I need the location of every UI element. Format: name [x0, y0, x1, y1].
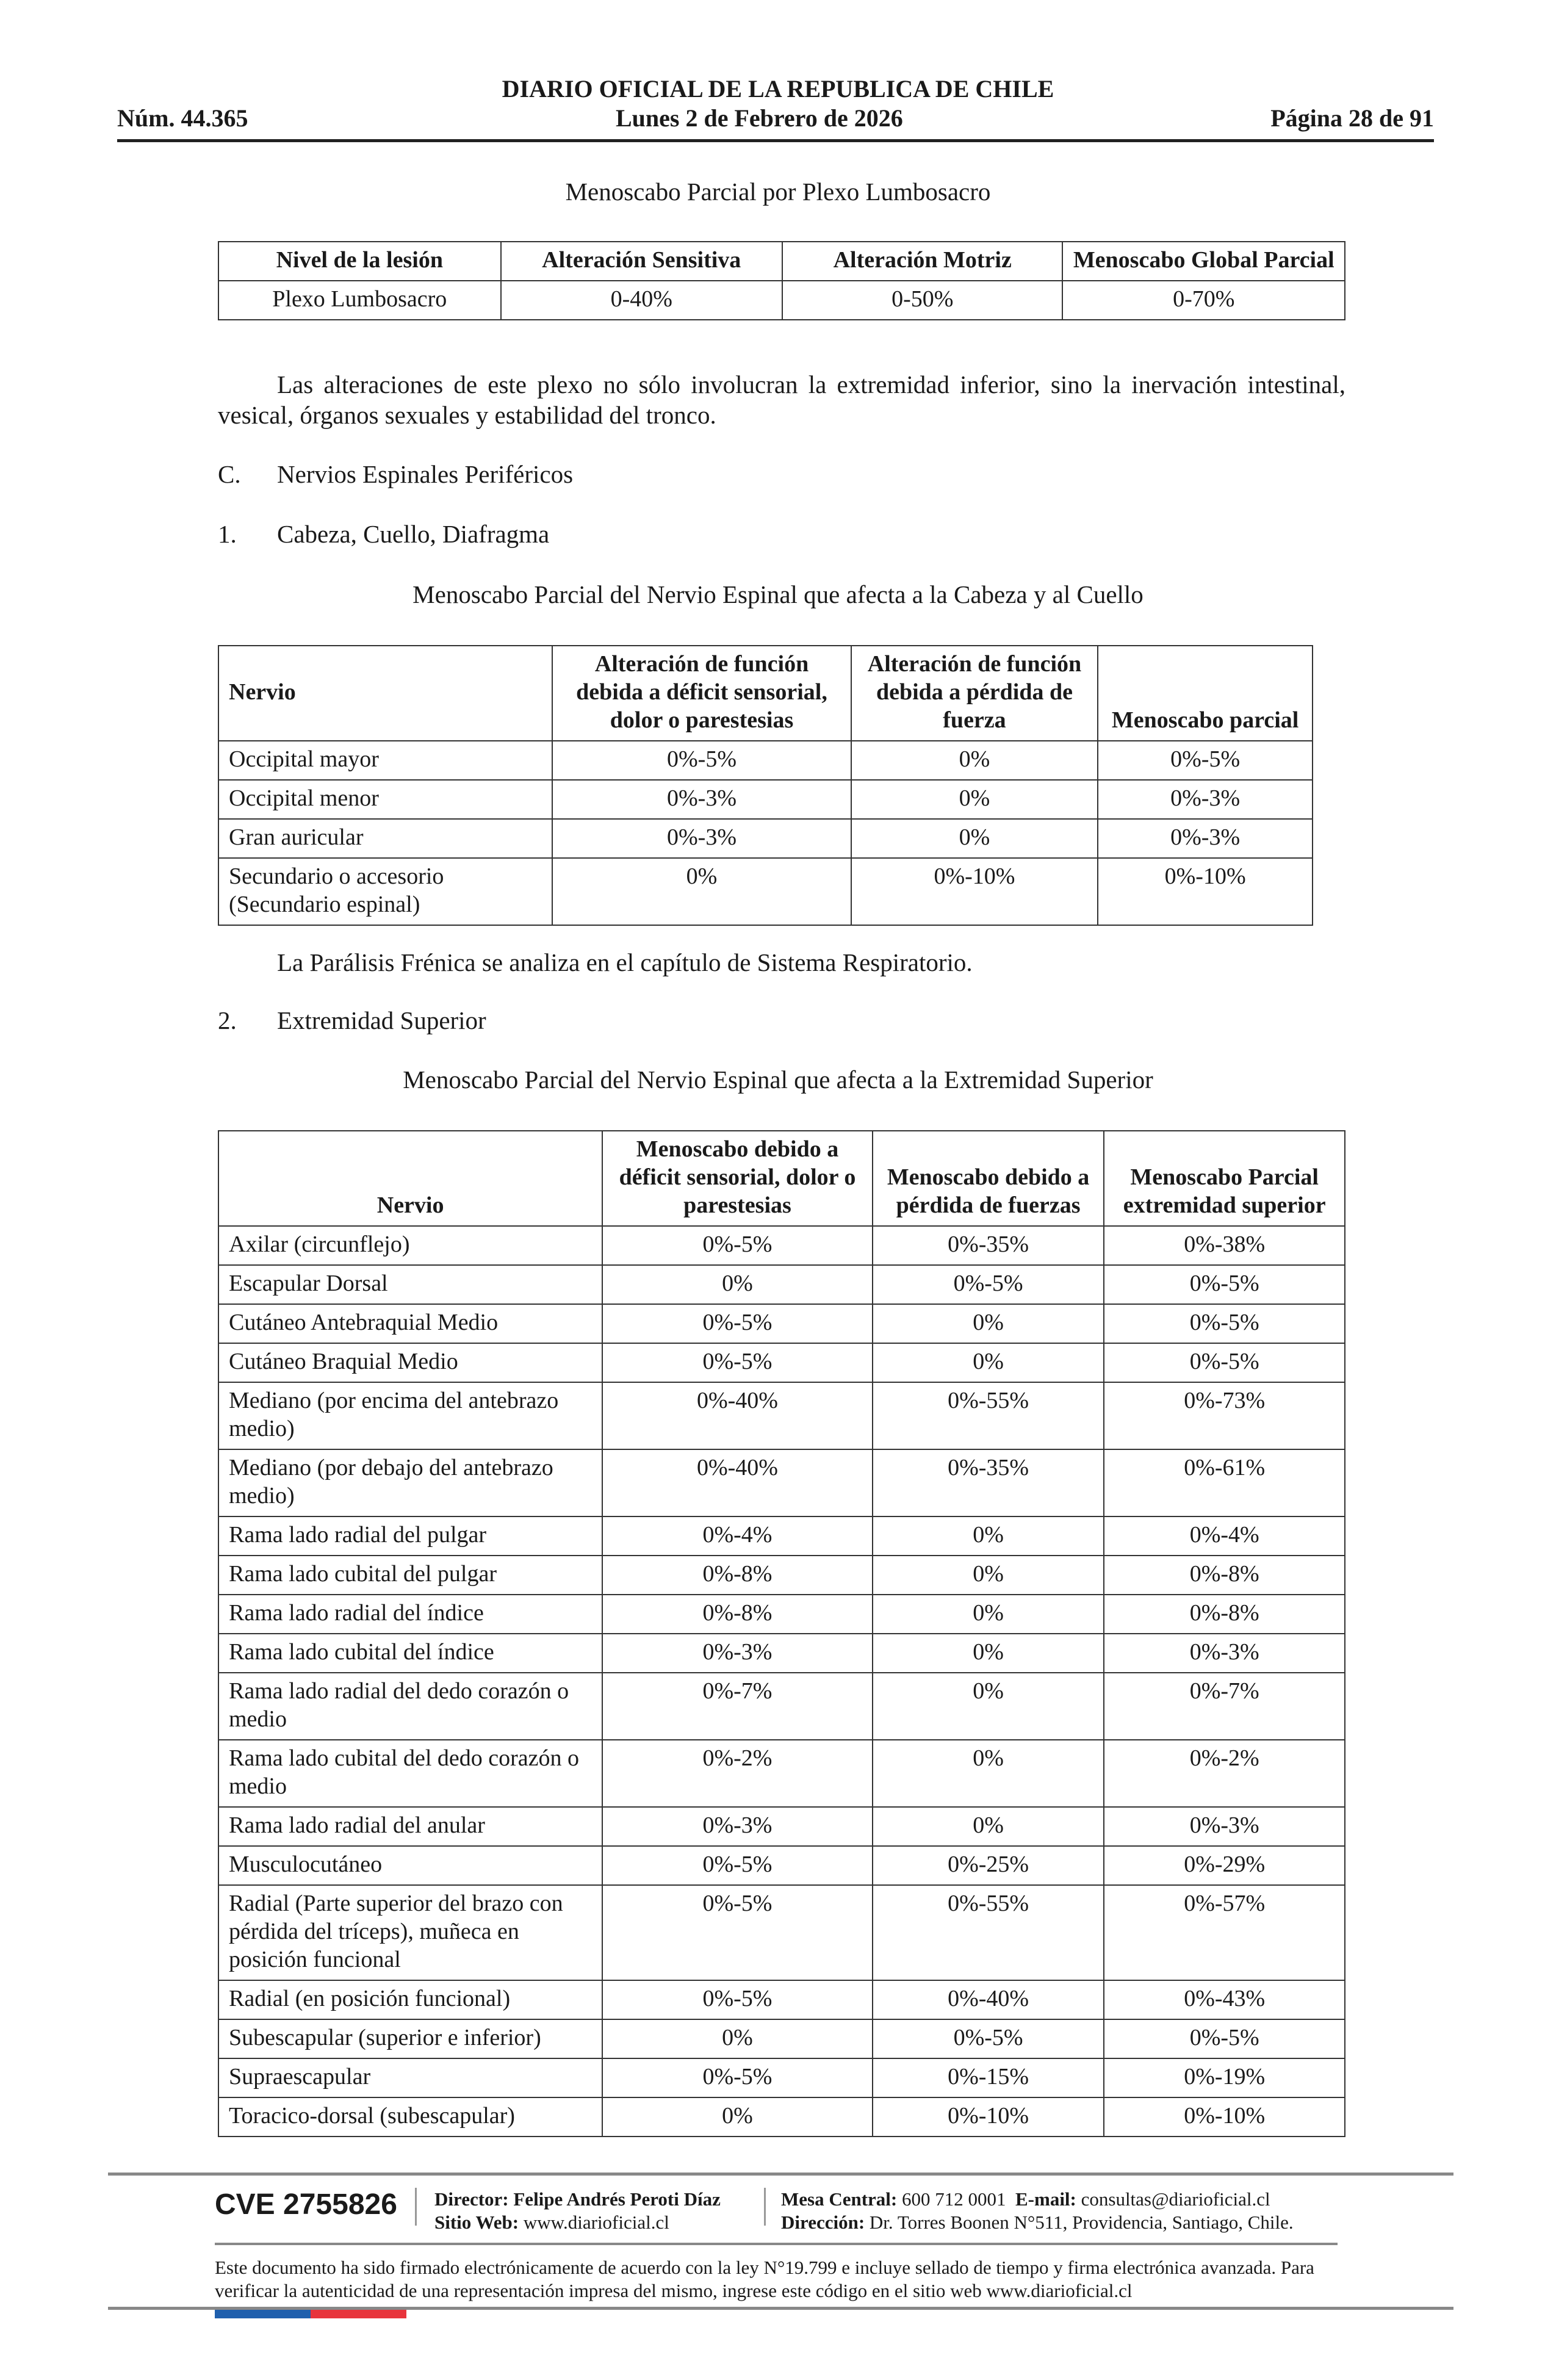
- value-cell: 0%-15%: [873, 2058, 1104, 2097]
- value-cell: 0%-7%: [1104, 1673, 1345, 1740]
- section-number: 2.: [218, 1006, 237, 1034]
- value-cell: 0%-3%: [1104, 1634, 1345, 1673]
- value-cell: 0%-5%: [602, 1980, 873, 2019]
- section-title: Cabeza, Cuello, Diafragma: [277, 520, 550, 548]
- value-cell: 0%: [602, 1265, 873, 1304]
- value-cell: 0%-5%: [873, 2019, 1104, 2058]
- value-cell: 0%: [873, 1343, 1104, 1382]
- value-cell: 0-70%: [1062, 281, 1345, 320]
- column-header: Alteración Motriz: [782, 242, 1062, 281]
- value-cell: 0%-57%: [1104, 1885, 1345, 1980]
- label: Dirección:: [781, 2212, 865, 2233]
- value-cell: 0%-5%: [602, 1226, 873, 1265]
- nerve-name-cell: Rama lado cubital del pulgar: [218, 1556, 602, 1595]
- value-cell: 0%: [873, 1807, 1104, 1846]
- value-cell: 0%-38%: [1104, 1226, 1345, 1265]
- nerve-name-cell: Rama lado radial del pulgar: [218, 1516, 602, 1556]
- value-cell: 0%: [602, 2097, 873, 2137]
- nerve-name-cell: Secundario o accesorio (Secundario espinal): [218, 858, 552, 925]
- label: E-mail:: [1015, 2188, 1076, 2210]
- email-link[interactable]: consultas@diarioficial.cl: [1081, 2188, 1270, 2210]
- column-header: Nervio: [218, 1131, 602, 1226]
- footer-separator: [764, 2188, 766, 2226]
- paragraph-phrenic: La Parálisis Frénica se analiza en el capítulo de Sistema Respiratorio.: [277, 948, 973, 976]
- value-cell: 0-40%: [501, 281, 782, 320]
- value-cell: 0%-3%: [602, 1807, 873, 1846]
- issue-number: Núm. 44.365: [117, 104, 248, 132]
- nerve-name-cell: Axilar (circunflejo): [218, 1226, 602, 1265]
- value-cell: 0%-29%: [1104, 1846, 1345, 1885]
- value-cell: 0%-5%: [1104, 1265, 1345, 1304]
- value-cell: 0%-5%: [602, 1846, 873, 1885]
- table-row: [218, 1449, 1345, 1516]
- value-cell: 0%-4%: [602, 1516, 873, 1556]
- value-cell: 0%-5%: [602, 1304, 873, 1343]
- footer-director-info: [434, 2188, 721, 2234]
- director-name: Felipe Andrés Peroti Díaz: [513, 2188, 721, 2210]
- label: Director:: [434, 2188, 509, 2210]
- page-number: Página 28 de 91: [1270, 104, 1434, 132]
- table-row: [218, 1304, 1345, 1343]
- value-cell: 0%-25%: [873, 1846, 1104, 1885]
- address: Dr. Torres Boonen N°511, Providencia, Santiago, Chile.: [869, 2212, 1294, 2233]
- value-cell: 0%-35%: [873, 1226, 1104, 1265]
- value-cell: 0%-5%: [602, 2058, 873, 2097]
- nerve-name-cell: Rama lado cubital del dedo corazón o medio: [218, 1740, 602, 1807]
- table-row: [218, 1673, 1345, 1740]
- value-cell: 0%: [873, 1673, 1104, 1740]
- value-cell: 0%-40%: [602, 1382, 873, 1449]
- value-cell: 0%-61%: [1104, 1449, 1345, 1516]
- value-cell: 0%-73%: [1104, 1382, 1345, 1449]
- table-row: [218, 1846, 1345, 1885]
- nerve-name-cell: Plexo Lumbosacro: [218, 281, 501, 320]
- value-cell: 0%-7%: [602, 1673, 873, 1740]
- table-row: [218, 858, 1313, 925]
- value-cell: 0-50%: [782, 281, 1062, 320]
- value-cell: 0%-40%: [873, 1980, 1104, 2019]
- nerve-name-cell: Rama lado radial del índice: [218, 1595, 602, 1634]
- table1-caption: Menoscabo Parcial por Plexo Lumbosacro: [565, 178, 991, 206]
- value-cell: 0%-35%: [873, 1449, 1104, 1516]
- column-header: Menoscabo Global Parcial: [1062, 242, 1345, 281]
- nerve-name-cell: Radial (en posición funcional): [218, 1980, 602, 2019]
- column-header: Nervio: [218, 646, 552, 741]
- table-row: [218, 281, 1345, 320]
- value-cell: 0%-3%: [1098, 780, 1313, 819]
- table-header-row: [218, 242, 1345, 281]
- table-row: [218, 2058, 1345, 2097]
- table-row: [218, 1382, 1345, 1449]
- value-cell: 0%-8%: [602, 1556, 873, 1595]
- table-row: [218, 1226, 1345, 1265]
- value-cell: 0%-10%: [1098, 858, 1313, 925]
- nerve-name-cell: Radial (Parte superior del brazo con pérdida del tríceps), muñeca en posición funcional: [218, 1885, 602, 1980]
- nerve-name-cell: Subescapular (superior e inferior): [218, 2019, 602, 2058]
- value-cell: 0%-3%: [552, 780, 851, 819]
- table-row: [218, 1807, 1345, 1846]
- value-cell: 0%: [873, 1556, 1104, 1595]
- issue-date: Lunes 2 de Febrero de 2026: [615, 104, 903, 132]
- website-link[interactable]: www.diarioficial.cl: [523, 2212, 669, 2233]
- table2-caption: Menoscabo Parcial del Nervio Espinal que afecta a la Cabeza y al Cuello: [412, 580, 1144, 608]
- column-header: Alteración de función debida a pérdida de fuerza: [851, 646, 1098, 741]
- column-header: Alteración de función debida a déficit sensorial, dolor o parestesias: [552, 646, 851, 741]
- cve-code: CVE 2755826: [215, 2188, 397, 2221]
- nerve-name-cell: Mediano (por encima del antebrazo medio): [218, 1382, 602, 1449]
- label: Sitio Web:: [434, 2212, 519, 2233]
- upper-limb-nerve-table: [218, 1130, 1345, 2137]
- value-cell: 0%: [851, 780, 1098, 819]
- table-row: [218, 1885, 1345, 1980]
- nerve-name-cell: Occipital mayor: [218, 741, 552, 780]
- value-cell: 0%-3%: [552, 819, 851, 858]
- signature-notice: Este documento ha sido firmado electrónicamente de acuerdo con la ley N°19.799 e incluye sellado de tiempo y firma electrónica avanzada. Para verificar la autenticidad de una representación impresa del mismo, ingrese este código en el sitio web www.diarioficial.cl: [215, 2257, 1314, 2301]
- head-neck-nerve-table: [218, 645, 1313, 926]
- column-header: Menoscabo debido a pérdida de fuerzas: [873, 1131, 1104, 1226]
- column-header: Menoscabo Parcial extremidad superior: [1104, 1131, 1345, 1226]
- flag-red-stripe: [311, 2310, 406, 2318]
- column-header: Nivel de la lesión: [218, 242, 501, 281]
- value-cell: 0%-55%: [873, 1885, 1104, 1980]
- section-number: C.: [218, 460, 241, 488]
- section-number: 1.: [218, 520, 237, 548]
- label: Mesa Central:: [781, 2188, 898, 2210]
- value-cell: 0%-5%: [1098, 741, 1313, 780]
- value-cell: 0%-5%: [1104, 1343, 1345, 1382]
- nerve-name-cell: Cutáneo Antebraquial Medio: [218, 1304, 602, 1343]
- table-row: [218, 1516, 1345, 1556]
- table-row: [218, 1595, 1345, 1634]
- value-cell: 0%-8%: [1104, 1595, 1345, 1634]
- nerve-name-cell: Rama lado cubital del índice: [218, 1634, 602, 1673]
- footer-contact-info: [781, 2188, 1294, 2234]
- phone: 600 712 0001: [902, 2188, 1006, 2210]
- nerve-name-cell: Cutáneo Braquial Medio: [218, 1343, 602, 1382]
- table-row: [218, 2097, 1345, 2137]
- nerve-name-cell: Musculocutáneo: [218, 1846, 602, 1885]
- nerve-name-cell: Occipital menor: [218, 780, 552, 819]
- value-cell: 0%: [873, 1595, 1104, 1634]
- nerve-name-cell: Mediano (por debajo del antebrazo medio): [218, 1449, 602, 1516]
- value-cell: 0%-10%: [1104, 2097, 1345, 2137]
- table-row: [218, 1980, 1345, 2019]
- value-cell: 0%-10%: [873, 2097, 1104, 2137]
- nerve-name-cell: Rama lado radial del dedo corazón o medio: [218, 1673, 602, 1740]
- flag-blue-stripe: [215, 2310, 311, 2318]
- nerve-name-cell: Escapular Dorsal: [218, 1265, 602, 1304]
- section-title: Nervios Espinales Periféricos: [277, 460, 574, 488]
- table-row: [218, 819, 1313, 858]
- footer-divider: [215, 2243, 1338, 2245]
- value-cell: 0%-55%: [873, 1382, 1104, 1449]
- value-cell: 0%: [873, 1634, 1104, 1673]
- table-header-row: [218, 646, 1313, 741]
- table-header-row: [218, 1131, 1345, 1226]
- value-cell: 0%-5%: [552, 741, 851, 780]
- value-cell: 0%-2%: [1104, 1740, 1345, 1807]
- column-header: Alteración Sensitiva: [501, 242, 782, 281]
- section-2-heading: [218, 1005, 486, 1036]
- value-cell: 0%-2%: [602, 1740, 873, 1807]
- value-cell: 0%: [873, 1304, 1104, 1343]
- nerve-name-cell: Supraescapular: [218, 2058, 602, 2097]
- lumbosacral-table: [218, 241, 1345, 320]
- nerve-name-cell: Rama lado radial del anular: [218, 1807, 602, 1846]
- value-cell: 0%-43%: [1104, 1980, 1345, 2019]
- value-cell: 0%-19%: [1104, 2058, 1345, 2097]
- value-cell: 0%-3%: [1098, 819, 1313, 858]
- newspaper-title: DIARIO OFICIAL DE LA REPUBLICA DE CHILE: [502, 75, 1054, 103]
- value-cell: 0%-5%: [602, 1343, 873, 1382]
- table-row: [218, 1634, 1345, 1673]
- value-cell: 0%-5%: [1104, 2019, 1345, 2058]
- column-header: Menoscabo parcial: [1098, 646, 1313, 741]
- table-row: [218, 780, 1313, 819]
- value-cell: 0%: [602, 2019, 873, 2058]
- paragraph-lumbosacral: Las alteraciones de este plexo no sólo involucran la extremidad inferior, sino la inervación intestinal, vesical, órganos sexuales y estabilidad del tronco.: [218, 370, 1345, 429]
- value-cell: 0%: [873, 1740, 1104, 1807]
- table-row: [218, 2019, 1345, 2058]
- value-cell: 0%-40%: [602, 1449, 873, 1516]
- header-divider: [117, 139, 1434, 142]
- table-row: [218, 741, 1313, 780]
- nerve-name-cell: Toracico-dorsal (subescapular): [218, 2097, 602, 2137]
- value-cell: 0%: [851, 741, 1098, 780]
- table-row: [218, 1343, 1345, 1382]
- column-header: Menoscabo debido a déficit sensorial, dolor o parestesias: [602, 1131, 873, 1226]
- table3-caption: Menoscabo Parcial del Nervio Espinal que afecta a la Extremidad Superior: [403, 1066, 1153, 1094]
- nerve-name-cell: Gran auricular: [218, 819, 552, 858]
- value-cell: 0%-4%: [1104, 1516, 1345, 1556]
- value-cell: 0%-3%: [1104, 1807, 1345, 1846]
- value-cell: 0%: [851, 819, 1098, 858]
- value-cell: 0%-10%: [851, 858, 1098, 925]
- table-row: [218, 1740, 1345, 1807]
- section-c-heading: [218, 459, 573, 489]
- section-1-heading: [218, 519, 549, 549]
- table-row: [218, 1265, 1345, 1304]
- header-row: [117, 104, 1434, 132]
- value-cell: 0%-8%: [1104, 1556, 1345, 1595]
- value-cell: 0%: [873, 1516, 1104, 1556]
- value-cell: 0%-3%: [602, 1634, 873, 1673]
- value-cell: 0%-5%: [873, 1265, 1104, 1304]
- section-title: Extremidad Superior: [277, 1006, 486, 1034]
- footer-divider: [108, 2173, 1453, 2176]
- footer-separator: [415, 2188, 417, 2226]
- table-row: [218, 1556, 1345, 1595]
- value-cell: 0%-5%: [602, 1885, 873, 1980]
- value-cell: 0%: [552, 858, 851, 925]
- value-cell: 0%-8%: [602, 1595, 873, 1634]
- value-cell: 0%-5%: [1104, 1304, 1345, 1343]
